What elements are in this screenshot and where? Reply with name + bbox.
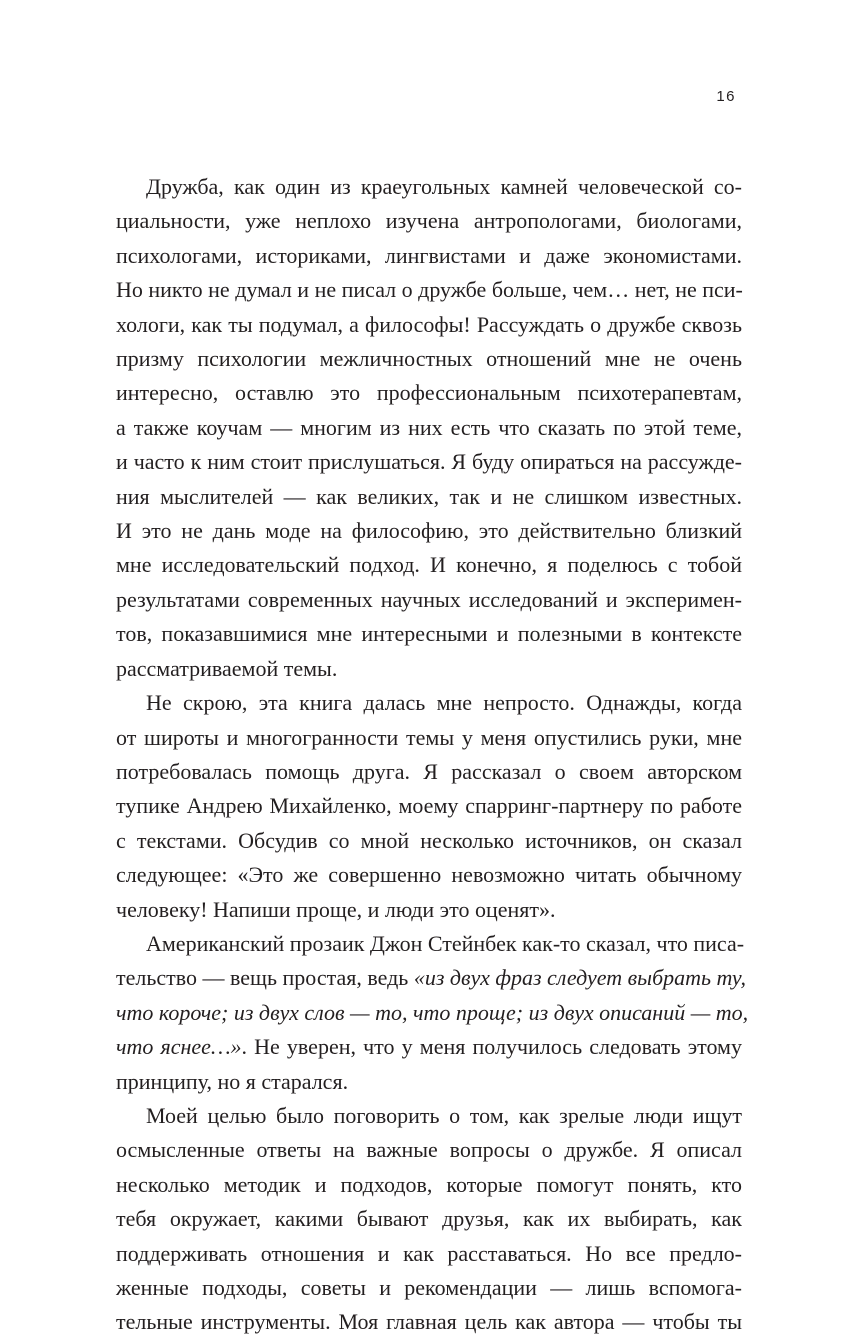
steinbeck-quote: что яснее…» (116, 1034, 242, 1060)
text-line (116, 1030, 742, 1064)
text-line: женные подходы, советы и рекомендации — лишь вспомога- (116, 1275, 742, 1300)
text-line: интересно, оставлю это профессиональным психотерапевтам, (116, 380, 742, 406)
text-line: тебя окружает, какими бывают друзья, как их выбирать, как (116, 1206, 742, 1232)
paragraph-4 (116, 1099, 742, 1340)
text-line (116, 961, 747, 995)
text-line: рассматриваемой темы. (116, 655, 338, 681)
body-text (116, 170, 749, 1340)
text-line: Моей целью было поговорить о том, как зрелые люди ищут (146, 1102, 742, 1128)
text-line: принципу, но я старался. (116, 1068, 349, 1094)
text-line: от широты и многогранности темы у меня опустились руки, мне (116, 724, 742, 750)
steinbeck-quote: «из двух фраз следует выбрать ту, (413, 965, 747, 991)
paragraph-1 (116, 170, 742, 686)
text-line: потребовалась помощь друга. Я рассказал о своем авторском (116, 758, 742, 784)
text-fragment: . Не уверен, что у меня получилось следовать этому (241, 1034, 742, 1060)
text-line: с текстами. Обсудив со мной несколько источников, он сказал (116, 827, 742, 853)
page-number: 16 (716, 88, 736, 105)
text-line: призму психологии межличностных отношений мне не очень (116, 346, 742, 372)
text-line: хологи, как ты подумал, а философы! Рассуждать о дружбе сквозь (116, 311, 742, 337)
text-line: мне исследовательский подход. И конечно, я поделюсь с тобой (116, 552, 742, 578)
text-line: несколько методик и подходов, которые помогут понять, кто (116, 1171, 742, 1197)
paragraph-3 (116, 927, 749, 1099)
text-line (116, 996, 749, 1030)
text-line: поддерживать отношения и как расставаться. Но все предло- (116, 1240, 742, 1266)
paragraph-2 (116, 686, 742, 927)
text-line: ния мыслителей — как великих, так и не слишком известных. (116, 483, 742, 509)
text-line: осмысленные ответы на важные вопросы о дружбе. Я описал (116, 1137, 742, 1163)
text-line: тупике Андрею Михайленко, моему спарринг-партнеру по работе (116, 793, 742, 819)
text-line: Не скрою, эта книга далась мне непросто. Однажды, когда (146, 690, 742, 716)
text-line: циальности, уже неплохо изучена антропологами, биологами, (116, 208, 742, 234)
steinbeck-quote: что короче; из двух слов — то, что проще; из двух описаний — то, (116, 999, 749, 1025)
text-line: и часто к ним стоит прислушаться. Я буду опираться на рассужде- (116, 449, 742, 475)
text-line: человеку! Напиши проще, и люди это оценят». (116, 896, 556, 922)
text-line: тельные инструменты. Моя главная цель как автора — чтобы ты (116, 1309, 742, 1335)
text-line: Дружба, как один из краеугольных камней человеческой со- (146, 174, 742, 199)
text-line: результатами современных научных исследований и эксперимен- (116, 586, 742, 612)
text-line: следующее: «Это же совершенно невозможно читать обычному (116, 862, 742, 888)
text-fragment: тельство — вещь простая, ведь (116, 965, 414, 991)
text-line: а также коучам — многим из них есть что сказать по этой теме, (116, 414, 742, 440)
text-line: тов, показавшимися мне интересными и полезными в контексте (116, 621, 742, 647)
text-line: Американский прозаик Джон Стейнбек как-то сказал, что писа- (146, 930, 745, 956)
text-line: психологами, историками, лингвистами и даже экономистами. (116, 242, 742, 268)
text-line: Но никто не думал и не писал о дружбе больше, чем… нет, не пси- (116, 277, 743, 303)
text-line: И это не дань моде на философию, это действительно близкий (116, 518, 742, 544)
